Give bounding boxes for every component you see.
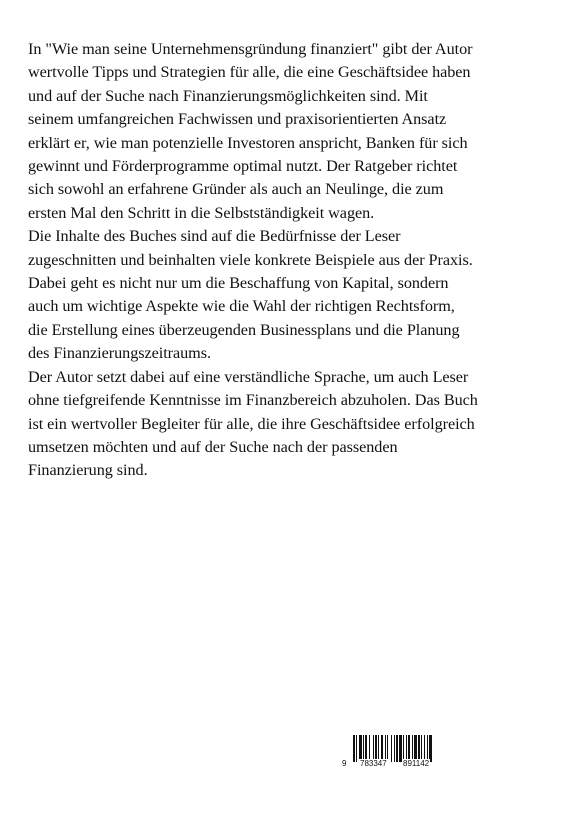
description-line: die Erstellung eines überzeugenden Businessplans und die Planung — [28, 320, 460, 339]
description-line: wertvolle Tipps und Strategien für alle, die eine Geschäftsidee haben — [28, 63, 471, 82]
description-line: ist ein wertvoller Begleiter für alle, die ihre Geschäftsidee erfolgreich — [28, 414, 475, 433]
description-line: Die Inhalte des Buches sind auf die Bedürfnisse der Leser — [28, 227, 401, 246]
isbn-barcode — [341, 733, 451, 771]
description-line: auch um wichtige Aspekte wie die Wahl der richtigen Rechtsform, — [28, 297, 455, 316]
description-line: ersten Mal den Schritt in die Selbstständigkeit wagen. — [28, 203, 375, 222]
description-line: seinem umfangreichen Fachwissen und praxisorientierten Ansatz — [28, 110, 447, 129]
barcode-digits-right: 891142 — [403, 759, 430, 768]
description-line: ohne tiefgreifende Kenntnisse im Finanzbereich abzuholen. Das Buch — [28, 391, 478, 410]
description-line: gewinnt und Förderprogramme optimal nutzt. Der Ratgeber richtet — [28, 157, 458, 176]
barcode-digit-lead: 9 — [342, 759, 347, 768]
description-line: des Finanzierungszeitraums. — [28, 344, 211, 363]
description-line: umsetzen möchten und auf der Suche nach der passenden — [28, 437, 398, 456]
description-line: Finanzierung sind. — [28, 461, 148, 480]
barcode-bars — [341, 733, 451, 771]
description-line: In "Wie man seine Unternehmensgründung finanziert" gibt der Autor — [28, 40, 473, 58]
description-line: erklärt er, wie man potenzielle Investoren anspricht, Banken für sich — [28, 133, 468, 152]
description-line: zugeschnitten und beinhalten viele konkrete Beispiele aus der Praxis. — [28, 250, 473, 269]
description-line: sich sowohl an erfahrene Gründer als auch an Neulinge, die zum — [28, 180, 444, 199]
barcode-digits-left: 783347 — [360, 759, 387, 768]
description-line: und auf der Suche nach Finanzierungsmöglichkeiten sind. Mit — [28, 86, 428, 105]
back-cover-description — [28, 38, 554, 483]
description-line: Der Autor setzt dabei auf eine verständliche Sprache, um auch Leser — [28, 367, 469, 386]
description-line: Dabei geht es nicht nur um die Beschaffung von Kapital, sondern — [28, 274, 449, 293]
